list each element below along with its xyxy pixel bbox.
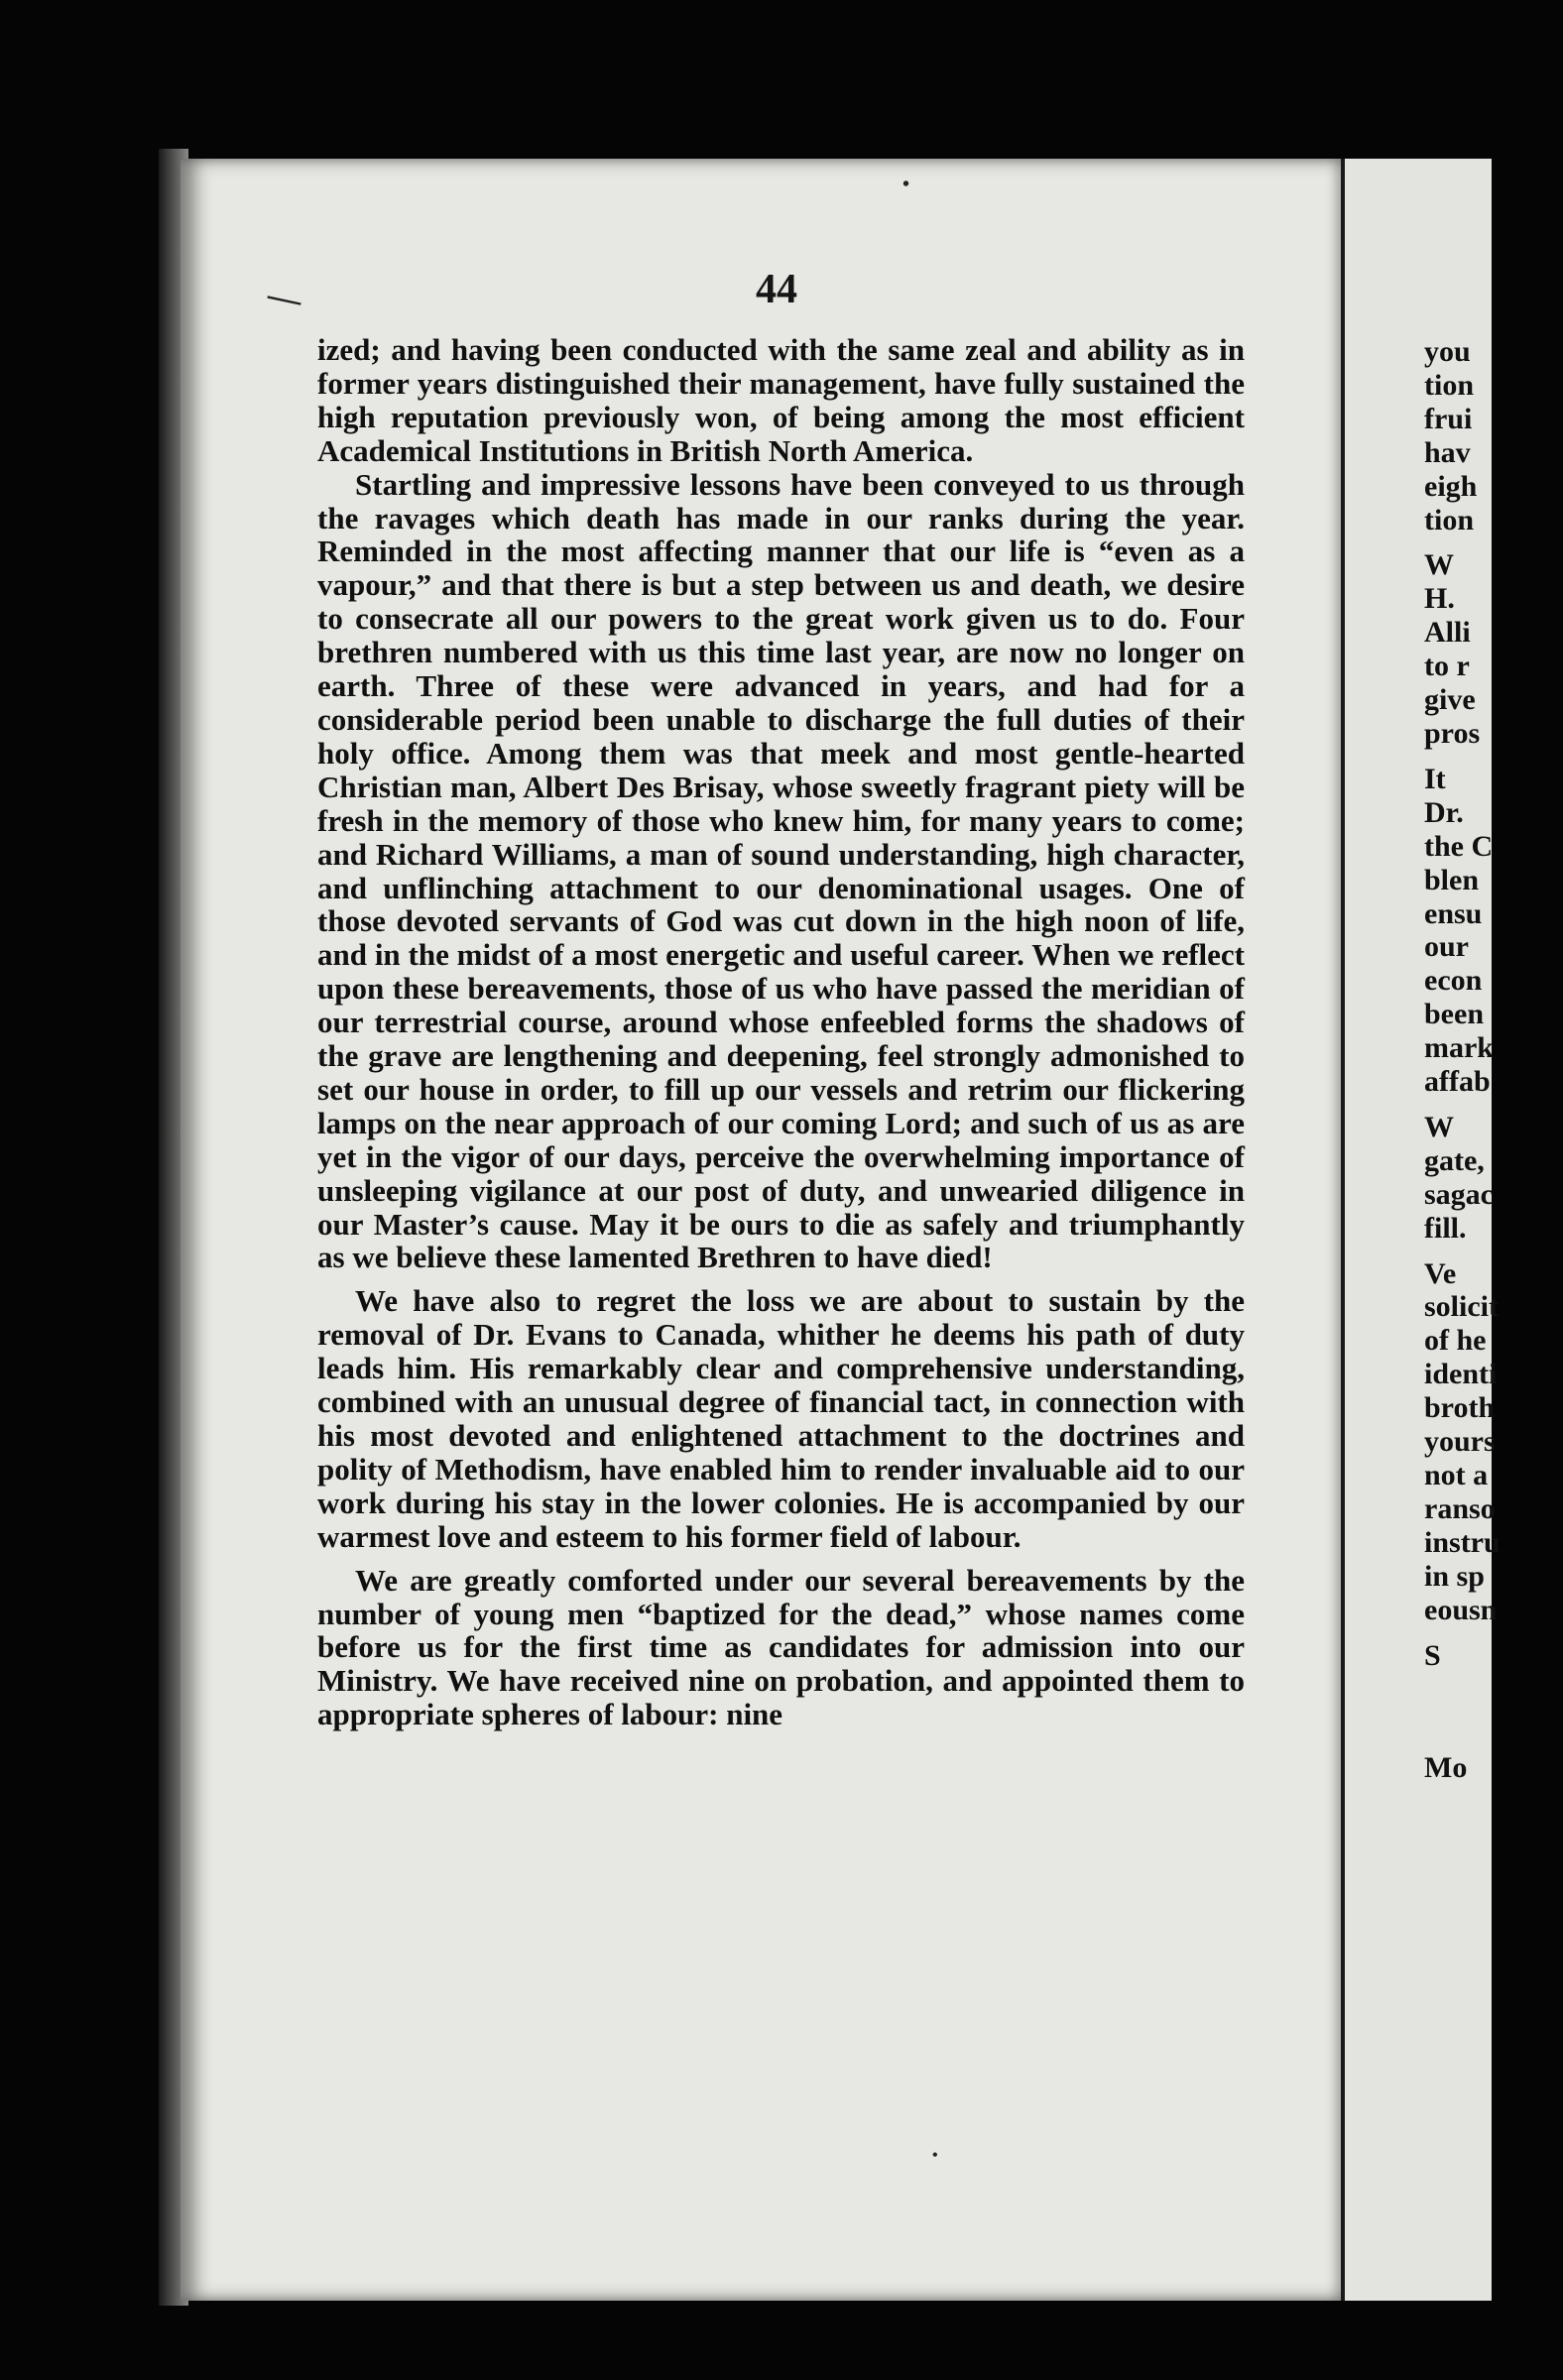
facing-page-fragment: It: [1424, 762, 1446, 795]
facing-page-fragment: identi: [1424, 1358, 1498, 1391]
facing-page-fragment: to r: [1424, 650, 1470, 683]
facing-page-fragment: you: [1424, 335, 1471, 368]
facing-page-fragment: Mo: [1424, 1751, 1468, 1785]
facing-page-fragment: affab: [1424, 1065, 1491, 1099]
facing-page-fragment: solicit: [1424, 1290, 1499, 1324]
paragraph: Startling and impressive lessons have been conveyed to us through the ravages which death has made in our ranks during the year. Reminded in the most affecting manner that our life is “even as a vapour,” and that there is but a step between us and death, we desire to consecrate all our powers to the great work given us to do. Four brethren numbered with us this time last year, are now no longer on earth. Three of these were advanced in years, and had for a considerable period been unable to discharge the full duties of their holy office. Among them was that meek and most gentle-hearted Christian man, Albert Des Brisay, whose sweetly fragrant piety will be fresh in the memory of those who knew him, for many years to come; and Richard Williams, a man of sound understanding, high character, and unflinching attachment to our denominational usages. One of those devoted servants of God was cut down in the high noon of life, and in the midst of a most energetic and useful career. When we reflect upon these bereavements, those of us who have passed the meridian of our terrestrial course, around whose enfeebled forms the shadows of the grave are lengthening and deepening, feel strongly admonished to set our house in order, to fill up our vessels and retrim our flickering lamps on the near approach of our coming Lord; and such of us as are yet in the vigor of our days, perceive the overwhelming importance of unsleeping vigilance at our post of duty, and unwearied diligence in our Master’s cause. May it be ours to die as safely and triumphantly as we believe these lamented Brethren to have died!: [317, 466, 1245, 1275]
facing-page-fragment: yours: [1424, 1425, 1496, 1459]
facing-page-fragment: hav: [1424, 435, 1471, 469]
facing-page: [1345, 159, 1501, 2301]
facing-page-fragment: eousn: [1424, 1593, 1498, 1626]
facing-page-fragment: of he: [1424, 1324, 1487, 1358]
page-body-text: [317, 333, 1245, 1731]
facing-page-fragment: ensu: [1424, 896, 1483, 930]
facing-page-fragment: W: [1424, 548, 1454, 582]
facing-page-fragment: econ: [1424, 964, 1483, 998]
facing-page-fragment: sagac: [1424, 1177, 1494, 1211]
facing-page-fragment: ranso: [1424, 1491, 1496, 1525]
facing-page-fragment: S: [1424, 1638, 1441, 1672]
facing-page-fragment: eigh: [1424, 469, 1478, 503]
facing-page-fragment: tion: [1424, 503, 1475, 536]
book-page: [180, 159, 1341, 2301]
facing-page-fragment: [1345, 1706, 1563, 1739]
facing-page-fragment: Dr.: [1424, 795, 1464, 829]
facing-page-fragment: frui: [1424, 402, 1473, 435]
facing-page-fragment: [1345, 1672, 1563, 1706]
facing-page-fragment: instru: [1424, 1525, 1501, 1559]
facing-page-fragment: W: [1424, 1110, 1454, 1143]
facing-page-text: [1345, 335, 1563, 1785]
facing-page-fragment: fill.: [1424, 1211, 1467, 1245]
facing-page-fragment: gate,: [1424, 1143, 1485, 1177]
facing-page-fragment: H.: [1424, 582, 1455, 616]
facing-page-fragment: our: [1424, 930, 1469, 964]
paragraph: We have also to regret the loss we are about to sustain by the removal of Dr. Evans to Canada, whither he deems his path of duty leads him. His remarkably clear and comprehensive understanding, combined with an unusual degree of financial tact, in connection with his most devoted and enlightened attachment to the doctrines and polity of Methodism, have enabled him to render invaluable aid to our work during his stay in the lower colonies. He is accompanied by our warmest love and esteem to his former field of labour.: [317, 1283, 1245, 1554]
facing-page-fragment: mark: [1424, 1031, 1494, 1065]
ink-dot: •: [902, 174, 910, 195]
facing-page-fragment: blen: [1424, 863, 1480, 896]
facing-page-fragment: give: [1424, 683, 1476, 717]
page-number: 44: [756, 267, 797, 312]
facing-page-fragment: broth: [1424, 1391, 1496, 1425]
facing-page-fragment: in sp: [1424, 1559, 1485, 1593]
paragraph: ized; and having been conducted with the same zeal and ability as in former years distinguished their management, have fully sustained the high reputation previously won, of being among the most efficient Academical Institutions in British North America.: [317, 332, 1245, 468]
facing-page-fragment: Ve: [1424, 1256, 1457, 1290]
facing-page-fragment: the C: [1424, 829, 1494, 863]
ink-mark: —: [264, 276, 305, 320]
paragraph: We are greatly comforted under our several bereavements by the number of young men “baptized for the dead,” whose names come before us for the first time as candidates for admission into our Ministry. We have received nine on probation, and appointed them to appropriate spheres of labour: nine: [317, 1562, 1245, 1732]
facing-page-fragment: tion: [1424, 368, 1475, 402]
facing-page-fragment: Alli: [1424, 616, 1471, 650]
facing-page-fragment: not a: [1424, 1459, 1489, 1491]
facing-page-fragment: pros: [1424, 716, 1481, 750]
ink-dot: •: [932, 2147, 938, 2164]
facing-page-fragment: been: [1424, 998, 1484, 1031]
